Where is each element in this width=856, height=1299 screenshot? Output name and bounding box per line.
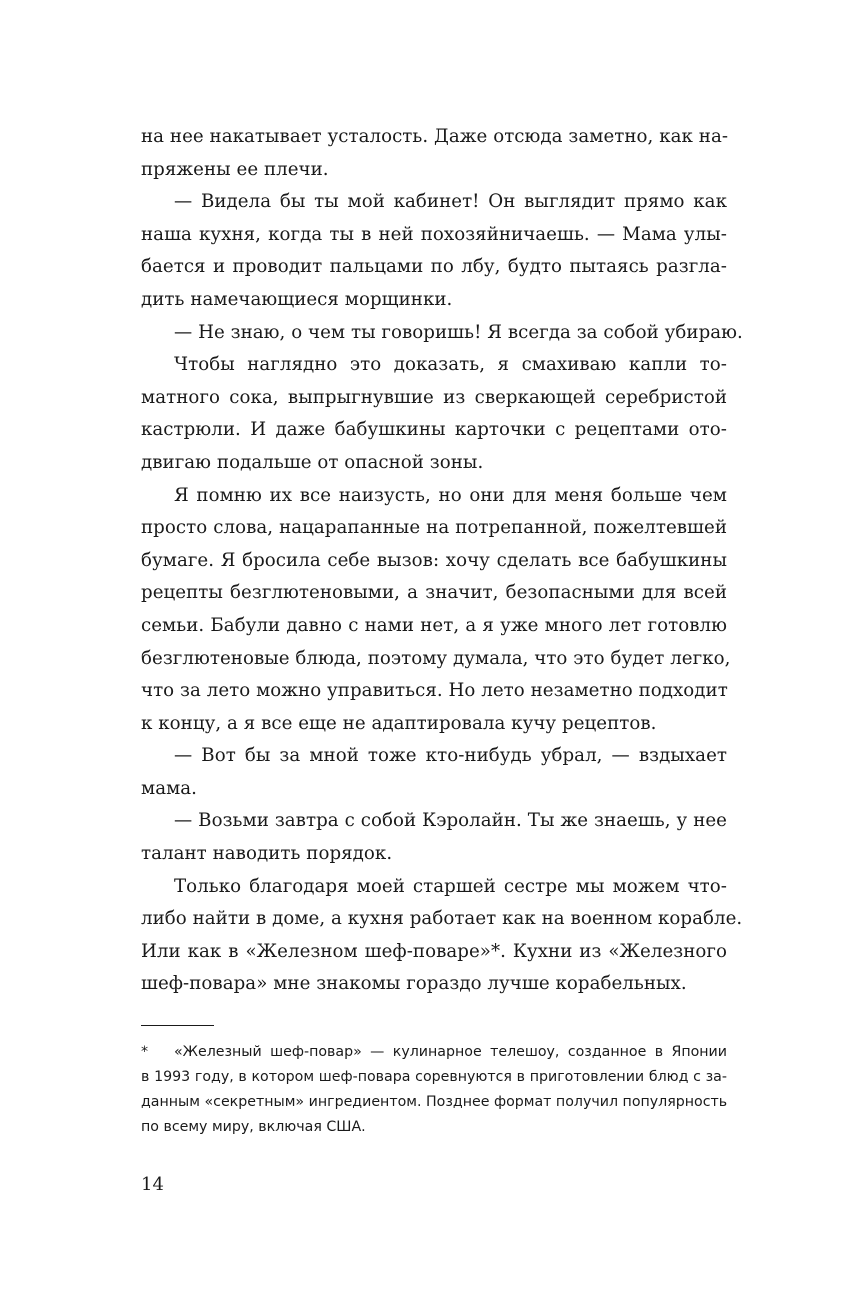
text-line: что за лето можно управиться. Но лето незаметно подходит bbox=[141, 680, 728, 702]
text-line: дить намечающиеся морщинки. bbox=[141, 288, 453, 310]
footnote-line: данным «секретным» ингредиентом. Позднее формат получил популярность bbox=[141, 1094, 728, 1110]
text-line: Или как в «Железном шеф-поваре»*. Кухни из «Железного bbox=[141, 940, 727, 962]
footnote-divider bbox=[141, 1025, 214, 1026]
text-line: талант наводить порядок. bbox=[141, 843, 393, 865]
text-line: безглютеновые блюда, поэтому думала, что это будет легко, bbox=[141, 647, 731, 669]
text-line: семьи. Бабули давно с нами нет, а я уже много лет готовлю bbox=[141, 614, 727, 636]
text-line: — Видела бы ты мой кабинет! Он выглядит прямо как bbox=[174, 191, 727, 213]
text-line: бумаге. Я бросила себе вызов: хочу сделать все бабушкины bbox=[141, 549, 727, 571]
page-number: 14 bbox=[141, 1174, 164, 1195]
text-line: мама. bbox=[141, 777, 198, 799]
text-line: Только благодаря моей старшей сестре мы можем что- bbox=[174, 875, 727, 897]
text-line: к концу, а я все еще не адаптировала кучу рецептов. bbox=[141, 712, 657, 734]
text-line: кастрюли. И даже бабушкины карточки с рецептами ото- bbox=[141, 419, 727, 441]
text-line: либо найти в доме, а кухня работает как на военном корабле. bbox=[141, 908, 743, 930]
footnote-line bbox=[141, 1040, 727, 1065]
footnote bbox=[141, 1040, 727, 1140]
text-line: рецепты безглютеновыми, а значит, безопасными для всей bbox=[141, 582, 727, 604]
body-text bbox=[141, 121, 743, 1001]
text-line: матного сока, выпрыгнувшие из сверкающей серебристой bbox=[141, 386, 727, 408]
text-line: Я помню их все наизусть, но они для меня больше чем bbox=[174, 484, 727, 506]
text-line: наша кухня, когда ты в ней похозяйничаешь. — Мама улы- bbox=[141, 223, 727, 245]
text-line: пряжены ее плечи. bbox=[141, 158, 329, 180]
text-line: бается и проводит пальцами по лбу, будто пытаясь разгла- bbox=[141, 256, 727, 278]
text-line: на нее накатывает усталость. Даже отсюда заметно, как на- bbox=[141, 126, 729, 147]
text-line: просто слова, нацарапанные на потрепанной, пожелтевшей bbox=[141, 517, 727, 539]
footnote-marker: * bbox=[141, 1044, 149, 1060]
text-line: — Не знаю, о чем ты говоришь! Я всегда за собой убираю. bbox=[174, 321, 743, 343]
text-line: Чтобы наглядно это доказать, я смахиваю капли то- bbox=[174, 354, 727, 376]
footnote-line: по всему миру, включая США. bbox=[141, 1119, 366, 1135]
footnote-line: в 1993 году, в котором шеф-повара соревнуются в приготовлении блюд с за- bbox=[141, 1069, 727, 1085]
text-line: шеф-повара» мне знакомы гораздо лучше корабельных. bbox=[141, 973, 687, 995]
text-line: — Вот бы за мной тоже кто-нибудь убрал, — вздыхает bbox=[174, 745, 727, 767]
text-line: двигаю подальше от опасной зоны. bbox=[141, 451, 484, 473]
footnote-text: «Железный шеф-повар» — кулинарное телешоу, созданное в Японии bbox=[174, 1044, 727, 1060]
text-line: — Возьми завтра с собой Кэролайн. Ты же знаешь, у нее bbox=[174, 810, 727, 832]
